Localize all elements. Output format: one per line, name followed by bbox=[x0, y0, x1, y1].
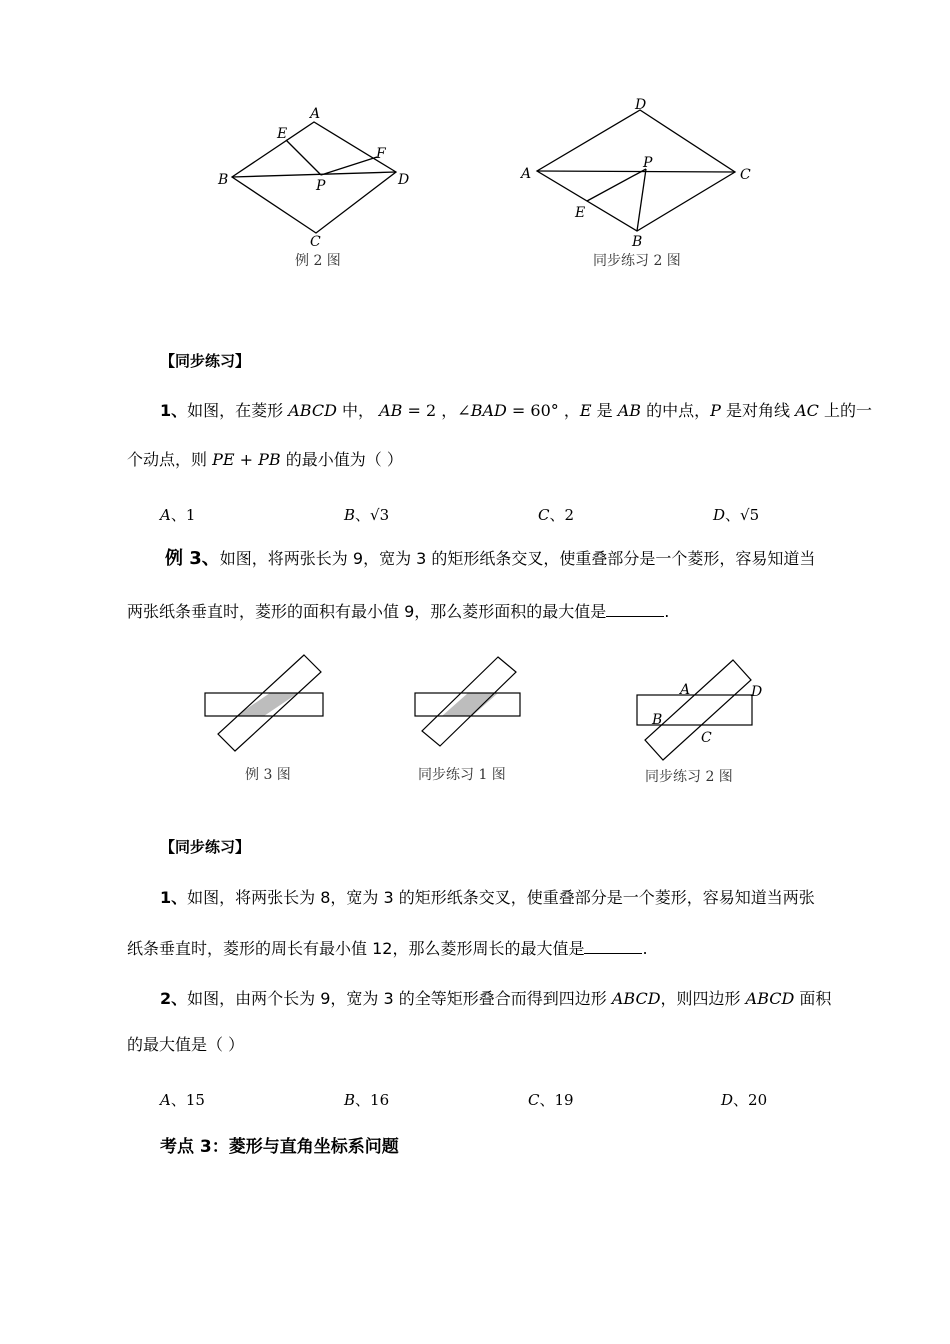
text: 是对角线 bbox=[720, 401, 796, 420]
option-value: 1 bbox=[185, 506, 196, 524]
figure-practice-1 bbox=[410, 650, 540, 755]
question-2-2-line-2 bbox=[127, 1035, 244, 1055]
option-value: 2 bbox=[564, 506, 575, 524]
label-C: C bbox=[310, 234, 321, 250]
option-b bbox=[344, 504, 389, 525]
label-A: A bbox=[310, 106, 321, 122]
figure-practice-2 bbox=[515, 95, 765, 250]
option-a bbox=[160, 1089, 205, 1110]
text: 是 bbox=[591, 401, 618, 420]
option-value: 19 bbox=[554, 1091, 574, 1109]
crossed-strips-diagram bbox=[410, 650, 540, 755]
option-value: 15 bbox=[185, 1091, 205, 1109]
label-B: B bbox=[632, 234, 643, 250]
text: 两张纸条垂直时，菱形的面积有最小值 9，那么菱形面积的最大值是 bbox=[127, 602, 607, 621]
math: AB bbox=[617, 401, 642, 420]
option-letter: B bbox=[344, 506, 356, 524]
caption-practice-2b: 同步练习 2 图 bbox=[645, 769, 733, 785]
sep: 、 bbox=[355, 1091, 371, 1109]
text: 如图，由两个长为 9，宽为 3 的全等矩形叠合而得到四边形 bbox=[187, 989, 612, 1008]
math: PE bbox=[212, 450, 235, 469]
label-D: D bbox=[751, 684, 763, 700]
label-B: B bbox=[652, 712, 663, 728]
label-A: A bbox=[680, 682, 691, 698]
math: ABCD bbox=[288, 401, 337, 420]
sep: 、 bbox=[725, 506, 741, 524]
option-c bbox=[538, 504, 574, 525]
option-a bbox=[160, 504, 195, 525]
label-E: E bbox=[575, 205, 586, 221]
figure-practice-2b bbox=[630, 650, 770, 765]
option-d bbox=[713, 504, 759, 525]
figure-example-2 bbox=[200, 100, 440, 250]
text: = 2 ，∠ bbox=[402, 401, 471, 420]
label-C: C bbox=[701, 730, 712, 746]
math: E bbox=[579, 401, 592, 420]
option-b bbox=[344, 1089, 389, 1110]
caption-practice-1: 同步练习 1 图 bbox=[418, 767, 506, 783]
text: 的中点， bbox=[641, 401, 711, 420]
caption-example-3: 例 3 图 bbox=[245, 767, 291, 783]
example-3-line-1 bbox=[165, 549, 815, 569]
option-value: 16 bbox=[370, 1091, 390, 1109]
question-1-line-1 bbox=[160, 401, 872, 421]
question-2-1-line-1 bbox=[160, 888, 815, 908]
section-heading-practice: 【同步练习】 bbox=[160, 352, 251, 370]
label-E: E bbox=[277, 126, 288, 142]
text: 上的一 bbox=[818, 401, 872, 420]
label-D: D bbox=[398, 172, 410, 188]
question-number: 2、 bbox=[160, 989, 188, 1008]
rhombus-diagram-practice-2 bbox=[515, 95, 765, 250]
text: 中， bbox=[336, 401, 380, 420]
crossed-rectangles-diagram bbox=[630, 650, 770, 765]
question-2-2-line-1 bbox=[160, 989, 831, 1009]
text: . bbox=[664, 602, 670, 621]
text: + bbox=[234, 450, 259, 469]
label-P: P bbox=[316, 178, 326, 194]
sep: 、 bbox=[170, 506, 186, 524]
sep: 、 bbox=[355, 506, 371, 524]
math: ABCD bbox=[745, 989, 795, 1008]
option-letter: B bbox=[344, 1091, 356, 1109]
example-3-line-2 bbox=[127, 600, 669, 622]
option-d bbox=[721, 1089, 767, 1110]
math: P bbox=[710, 401, 721, 420]
text: 如图，将两张长为 9，宽为 3 的矩形纸条交叉，使重叠部分是一个菱形，容易知道当 bbox=[219, 549, 816, 568]
text: 面积 bbox=[794, 989, 832, 1008]
question-1-line-2 bbox=[127, 450, 403, 470]
example-label: 例 3、 bbox=[165, 548, 220, 569]
caption-example-2: 例 2 图 bbox=[295, 253, 341, 269]
math: AB bbox=[379, 401, 403, 420]
math: ABCD bbox=[611, 989, 661, 1008]
text: 如图，在菱形 bbox=[187, 401, 289, 420]
option-letter: C bbox=[538, 506, 550, 524]
question-2-1-line-2 bbox=[127, 937, 648, 959]
label-C: C bbox=[740, 167, 751, 183]
text: 纸条垂直时，菱形的周长有最小值 12，那么菱形周长的最大值是 bbox=[127, 939, 585, 958]
label-B: B bbox=[218, 172, 229, 188]
option-letter: C bbox=[528, 1091, 540, 1109]
math: AC bbox=[795, 401, 819, 420]
option-letter: A bbox=[160, 1091, 171, 1109]
option-value: √5 bbox=[740, 506, 760, 524]
label-F: F bbox=[376, 146, 386, 162]
text: 个动点，则 bbox=[127, 450, 213, 469]
math: PB bbox=[258, 450, 281, 469]
option-c bbox=[528, 1089, 574, 1110]
topic-heading-kaodian-3: 考点 3：菱形与直角坐标系问题 bbox=[160, 1137, 399, 1157]
figure-example-3 bbox=[200, 650, 330, 755]
question-number: 1、 bbox=[160, 888, 188, 907]
caption-practice-2: 同步练习 2 图 bbox=[593, 253, 681, 269]
label-P: P bbox=[643, 155, 653, 171]
text: = 60° ， bbox=[506, 401, 580, 420]
option-value: 20 bbox=[748, 1091, 768, 1109]
crossed-strips-diagram bbox=[200, 650, 330, 755]
sep: 、 bbox=[170, 1091, 186, 1109]
sep: 、 bbox=[539, 1091, 555, 1109]
question-number: 1、 bbox=[160, 401, 188, 420]
text: ，则四边形 bbox=[660, 989, 746, 1008]
text: 的最大值是（ ） bbox=[127, 1035, 245, 1054]
math: BAD bbox=[470, 401, 507, 420]
text: . bbox=[642, 939, 648, 958]
rhombus-diagram-example-2 bbox=[200, 100, 440, 250]
text: 的最小值为（ ） bbox=[280, 450, 403, 469]
label-D: D bbox=[635, 97, 647, 113]
answer-blank bbox=[606, 600, 664, 617]
option-letter: D bbox=[713, 506, 726, 524]
option-letter: A bbox=[160, 506, 171, 524]
option-value: √3 bbox=[370, 506, 390, 524]
sep: 、 bbox=[733, 1091, 749, 1109]
answer-blank bbox=[584, 937, 642, 954]
sep: 、 bbox=[549, 506, 565, 524]
label-A: A bbox=[521, 166, 532, 182]
section-heading-practice-2: 【同步练习】 bbox=[160, 838, 251, 856]
option-letter: D bbox=[721, 1091, 734, 1109]
text: 如图，将两张长为 8，宽为 3 的矩形纸条交叉，使重叠部分是一个菱形，容易知道当两张 bbox=[187, 888, 815, 907]
